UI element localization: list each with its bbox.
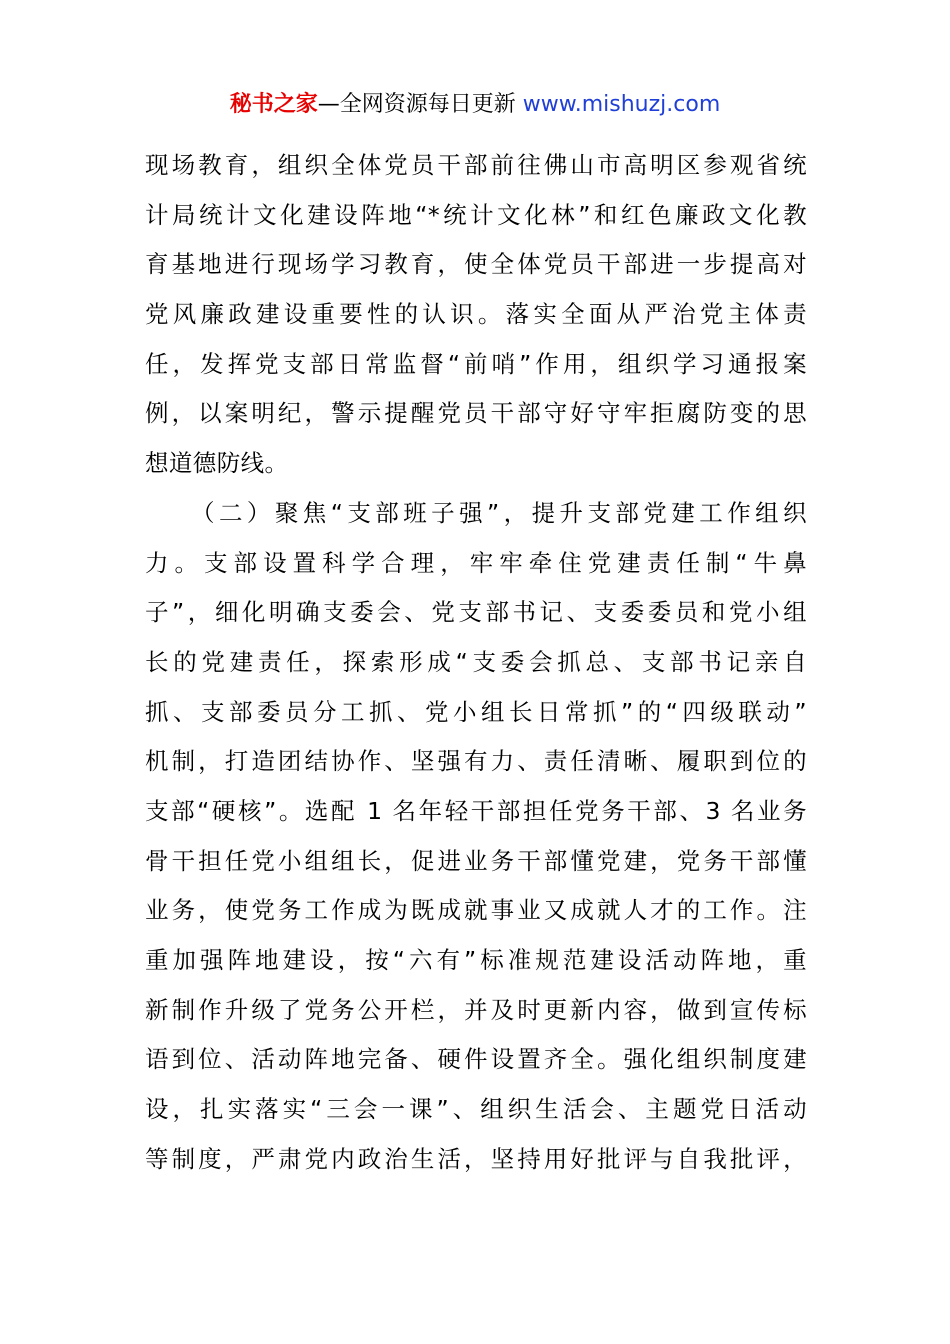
text-line: 机制，打造团结协作、坚强有力、责任清晰、履职到位的 <box>145 747 807 776</box>
site-url-link[interactable]: www.mishuzj.com <box>522 92 721 117</box>
header-tagline: —全网资源每日更新 <box>317 92 523 117</box>
text-line: 力。支部设置科学合理，牢牢牵住党建责任制“牛鼻 <box>145 548 807 577</box>
text-line: 长的党建责任，探索形成“支委会抓总、支部书记亲自 <box>145 647 807 676</box>
site-brand: 秘书之家 <box>229 92 318 117</box>
text-line: 设，扎实落实“三会一课”、组织生活会、主题党日活动 <box>145 1095 807 1124</box>
text-line: 子”，细化明确支委会、党支部书记、支委委员和党小组 <box>145 598 807 627</box>
text-line: 计局统计文化建设阵地“*统计文化林”和红色廉政文化教 <box>145 200 807 229</box>
text-line: 新制作升级了党务公开栏，并及时更新内容，做到宣传标 <box>145 995 807 1024</box>
text-line: 党风廉政建设重要性的认识。落实全面从严治党主体责 <box>145 300 807 329</box>
document-body <box>145 141 807 1184</box>
section-heading-line: （二）聚焦“支部班子强”，提升支部党建工作组织 <box>191 498 807 527</box>
text-line: 语到位、活动阵地完备、硬件设置齐全。强化组织制度建 <box>145 1045 807 1074</box>
text-line: 支部“硬核”。选配 1 名年轻干部担任党务干部、3 名业务 <box>145 796 807 825</box>
text-line: 抓、支部委员分工抓、党小组长日常抓”的“四级联动” <box>145 697 807 726</box>
text-line: 现场教育，组织全体党员干部前往佛山市高明区参观省统 <box>145 151 807 179</box>
page-header <box>0 88 950 122</box>
text-line: 任，发挥党支部日常监督“前哨”作用，组织学习通报案 <box>145 349 807 378</box>
text-line: 骨干担任党小组组长，促进业务干部懂党建，党务干部懂 <box>145 846 807 875</box>
text-line: 想道德防线。 <box>145 449 289 478</box>
text-line: 等制度，严肃党内政治生活，坚持用好批评与自我批评， <box>145 1144 807 1173</box>
text-line: 业务，使党务工作成为既成就事业又成就人才的工作。注 <box>145 896 807 925</box>
text-line: 重加强阵地建设，按“六有”标准规范建设活动阵地，重 <box>145 946 807 974</box>
text-line: 例，以案明纪，警示提醒党员干部守好守牢拒腐防变的思 <box>145 399 807 428</box>
text-line: 育基地进行现场学习教育，使全体党员干部进一步提高对 <box>145 250 807 279</box>
